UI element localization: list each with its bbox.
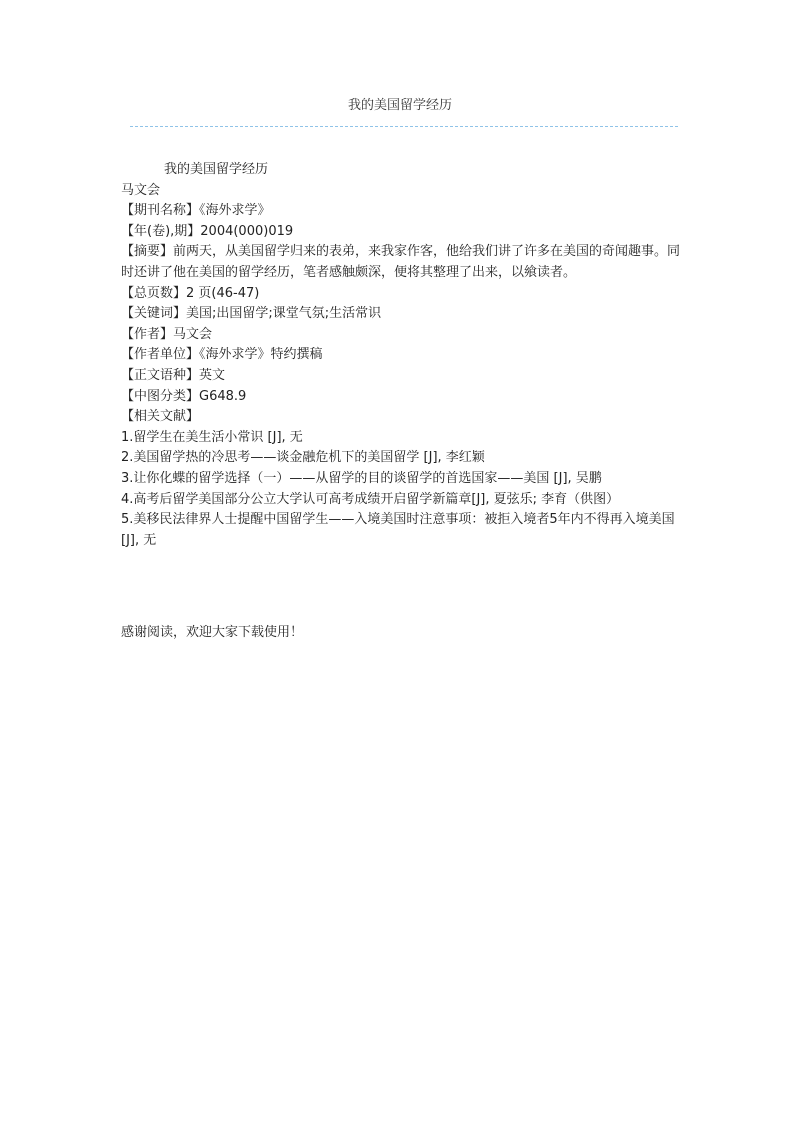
abstract: 【摘要】前两天，从美国留学归来的表弟，来我家作客，他给我们讲了许多在美国的奇闻趣事。同时还讲了他在美国的留学经历，笔者感触颇深，便将其整理了出来，以飨读者。 (121, 244, 681, 280)
journal-name: 【期刊名称】《海外求学》 (121, 203, 271, 219)
author-unit: 【作者单位】《海外求学》特约撰稿 (121, 347, 323, 363)
keywords: 【关键词】美国;出国留学;课堂气氛;生活常识 (121, 306, 382, 322)
article-title: 我的美国留学经历 (164, 162, 269, 177)
article-body (121, 160, 686, 551)
classification: 【中图分类】G648.9 (121, 388, 247, 404)
page-count: 【总页数】2 页(46-47) (121, 285, 260, 301)
author: 【作者】马文会 (121, 326, 213, 342)
page-header-title: 我的美国留学经历 (347, 98, 452, 113)
reference-item: 4.高考后留学美国部分公立大学认可高考成绩开启留学新篇章[J], 夏弦乐; 李育（供图） (121, 491, 620, 507)
text-language: 【正文语种】英文 (121, 367, 226, 383)
issue-info: 【年(卷),期】2004(000)019 (121, 223, 294, 239)
related-heading: 【相关文献】 (121, 409, 200, 425)
reference-item: 3.让你化蝶的留学选择（一）——从留学的目的谈留学的首选国家——美国 [J], 吴鹏 (121, 470, 602, 486)
reference-item: 1.留学生在美生活小常识 [J], 无 (121, 429, 303, 445)
article-author-line: 马文会 (121, 182, 161, 198)
reference-item: 2.美国留学热的冷思考——谈金融危机下的美国留学 [J], 李红颖 (121, 450, 485, 466)
thanks-note: 感谢阅读，欢迎大家下载使用！ (121, 625, 304, 640)
reference-item: 5.美移民法律界人士提醒中国留学生——入境美国时注意事项：被拒入境者5年内不得再入境美国 [J], 无 (121, 512, 675, 548)
header-divider (130, 126, 678, 127)
